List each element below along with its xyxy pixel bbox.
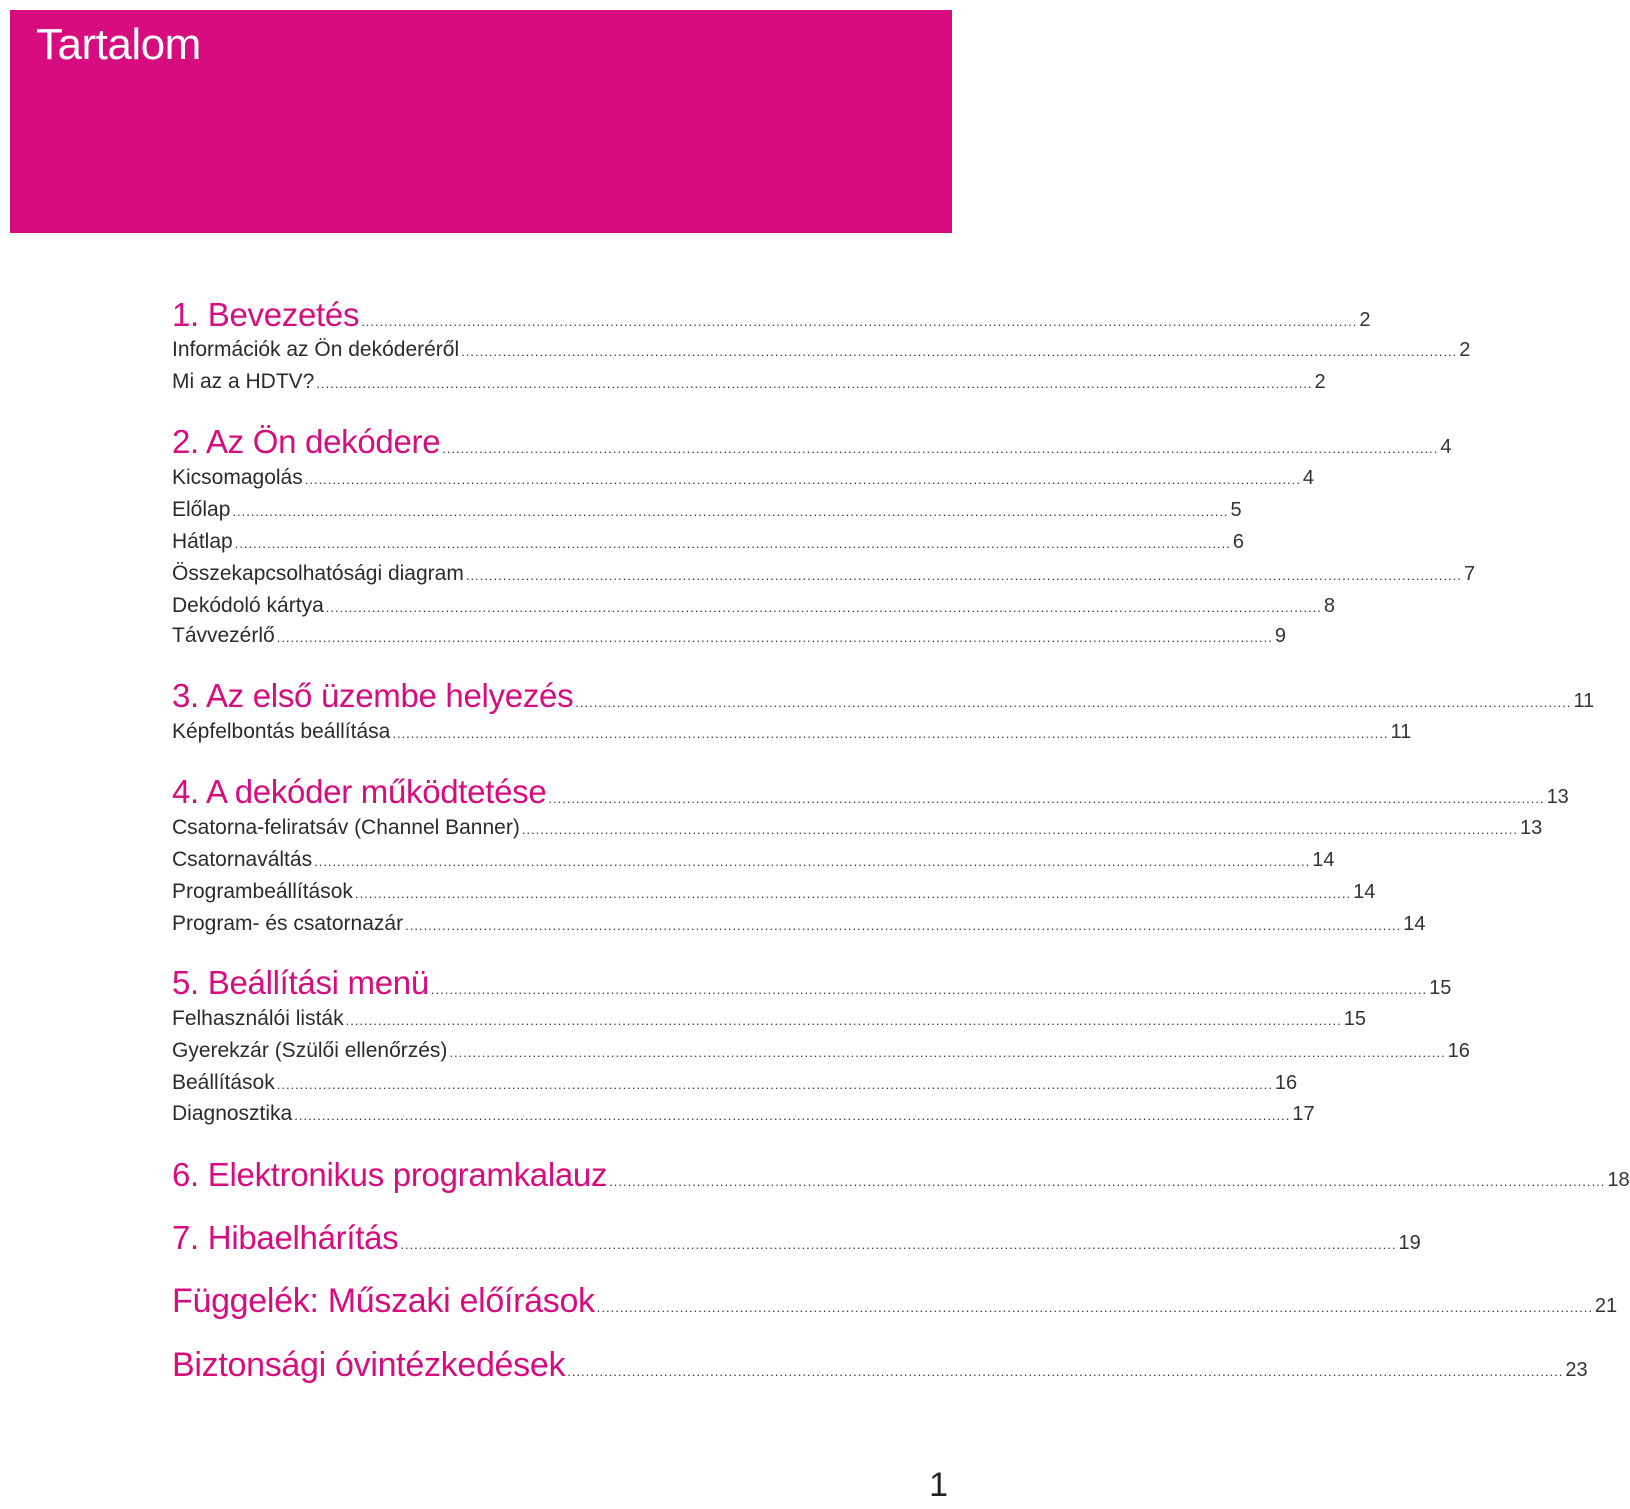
toc-leader: ........................................................................................................................................................................................................................ <box>596 1300 1593 1315</box>
toc-page: 16 <box>1274 1072 1298 1094</box>
toc-section-csatornazar[interactable] <box>172 912 1426 936</box>
toc-section-felhasznaloi-listak[interactable] <box>172 1007 1366 1031</box>
toc-leader: ........................................................................................................................................................................................................................ <box>345 1013 1342 1028</box>
toc-appendix[interactable] <box>172 1282 1618 1321</box>
toc-label: Előlap <box>172 498 231 521</box>
toc-chapter-4[interactable] <box>172 773 1569 811</box>
toc-section-kicsomagolas[interactable] <box>172 466 1315 490</box>
toc-page: 14 <box>1312 849 1335 871</box>
toc-page: 11 <box>1390 721 1412 743</box>
toc-page: 5 <box>1230 499 1242 521</box>
toc-leader: ........................................................................................................................................................................................................................ <box>567 1364 1564 1379</box>
toc-label: Csatornaváltás <box>172 848 313 871</box>
toc-label: Programbeállítások <box>172 880 353 903</box>
toc-page: 14 <box>1403 913 1426 935</box>
toc-label: Dekódoló kártya <box>172 594 324 617</box>
toc-page: 4 <box>1440 436 1452 458</box>
toc-safety[interactable] <box>172 1346 1588 1385</box>
toc-leader: ........................................................................................................................................................................................................................ <box>232 504 1229 519</box>
toc-leader: ........................................................................................................................................................................................................................ <box>465 568 1462 583</box>
toc-section-programbeallitasok[interactable] <box>172 880 1376 904</box>
toc-label: Hátlap <box>172 530 233 553</box>
toc-leader: ........................................................................................................................................................................................................................ <box>461 344 1458 359</box>
toc-label: 6. Elektronikus programkalauz <box>172 1156 608 1193</box>
toc-label: Kicsomagolás <box>172 466 303 489</box>
toc-leader: ........................................................................................................................................................................................................................ <box>521 822 1518 837</box>
toc-leader: ........................................................................................................................................................................................................................ <box>442 441 1439 456</box>
toc-page: 19 <box>1398 1232 1421 1254</box>
toc-section-csatornavaltas[interactable] <box>172 848 1335 872</box>
toc-page: 14 <box>1353 881 1376 903</box>
toc-section-hatlap[interactable] <box>172 530 1244 554</box>
toc-leader: ........................................................................................................................................................................................................................ <box>294 1108 1291 1123</box>
toc-label: Távvezérlő <box>172 624 275 647</box>
page-number: 1 <box>929 1466 948 1504</box>
toc-leader: ........................................................................................................................................................................................................................ <box>354 886 1352 901</box>
toc-leader: ........................................................................................................................................................................................................................ <box>405 918 1402 933</box>
toc-section-hdtv[interactable] <box>172 370 1326 394</box>
toc-chapter-2[interactable] <box>172 423 1452 461</box>
toc-page: 7 <box>1463 563 1476 585</box>
toc-label: Információk az Ön dekóderéről <box>172 338 460 361</box>
toc-label: Csatorna-feliratsáv (Channel Banner) <box>172 816 520 839</box>
toc-page: 2 <box>1459 339 1471 361</box>
toc-label: Mi az a HDTV? <box>172 370 315 393</box>
toc-page: 11 <box>1573 690 1595 712</box>
toc-section-informaciok[interactable] <box>172 338 1471 362</box>
toc-leader: ........................................................................................................................................................................................................................ <box>304 472 1301 487</box>
toc-chapter-3[interactable] <box>172 677 1595 715</box>
toc-section-gyerekzar[interactable] <box>172 1039 1470 1063</box>
toc-leader: ........................................................................................................................................................................................................................ <box>392 726 1389 741</box>
toc-leader: ........................................................................................................................................................................................................................ <box>361 314 1358 329</box>
toc-label: 1. Bevezetés <box>172 296 360 333</box>
toc-section-tavvezerlo[interactable] <box>172 624 1286 648</box>
toc-leader: ........................................................................................................................................................................................................................ <box>276 630 1273 645</box>
toc-leader: ........................................................................................................................................................................................................................ <box>449 1045 1446 1060</box>
toc-section-kartya[interactable] <box>172 594 1336 618</box>
toc-page: 17 <box>1292 1103 1315 1125</box>
toc-page: 15 <box>1343 1008 1366 1030</box>
toc-label: 2. Az Ön dekódere <box>172 423 441 460</box>
toc-leader: ........................................................................................................................................................................................................................ <box>430 982 1428 997</box>
toc-section-channel-banner[interactable] <box>172 816 1543 840</box>
toc-page: 18 <box>1607 1169 1630 1191</box>
toc-label: Függelék: Műszaki előírások <box>172 1282 595 1320</box>
toc-chapter-6[interactable] <box>172 1156 1630 1194</box>
toc-label: Diagnosztika <box>172 1102 293 1125</box>
toc-page: 16 <box>1447 1040 1470 1062</box>
toc-section-elolap[interactable] <box>172 498 1242 522</box>
toc-page: 2 <box>1314 371 1326 393</box>
toc-leader: ........................................................................................................................................................................................................................ <box>575 695 1572 710</box>
toc-leader: ........................................................................................................................................................................................................................ <box>400 1237 1397 1252</box>
toc-section-beallitasok[interactable] <box>172 1071 1298 1095</box>
toc-page: 13 <box>1546 786 1569 808</box>
toc-label: Képfelbontás beállítása <box>172 720 391 743</box>
toc-leader: ........................................................................................................................................................................................................................ <box>325 600 1322 615</box>
toc-label: 4. A dekóder működtetése <box>172 773 547 810</box>
toc-leader: ........................................................................................................................................................................................................................ <box>276 1077 1273 1092</box>
toc-leader: ........................................................................................................................................................................................................................ <box>548 791 1545 806</box>
page-title: Tartalom <box>36 20 201 69</box>
toc-page: 4 <box>1302 467 1315 489</box>
toc-leader: ........................................................................................................................................................................................................................ <box>316 376 1313 391</box>
toc-label: 5. Beállítási menü <box>172 964 429 1001</box>
toc-page: 6 <box>1232 531 1244 553</box>
toc-label: Felhasználói listák <box>172 1007 344 1030</box>
toc-label: Program- és csatornazár <box>172 912 404 935</box>
toc-page: 8 <box>1323 595 1336 617</box>
toc-label: Összekapcsolhatósági diagram <box>172 562 464 585</box>
toc-section-kepfelbontas[interactable] <box>172 720 1412 744</box>
toc-label: 3. Az első üzembe helyezés <box>172 677 574 714</box>
toc-leader: ........................................................................................................................................................................................................................ <box>234 536 1231 551</box>
toc-page: 2 <box>1359 309 1371 331</box>
toc-section-diagram[interactable] <box>172 562 1476 586</box>
toc-chapter-5[interactable] <box>172 964 1452 1002</box>
table-of-contents <box>172 0 1630 1509</box>
toc-label: 7. Hibaelhárítás <box>172 1219 399 1256</box>
toc-page: 13 <box>1520 817 1543 839</box>
toc-leader: ........................................................................................................................................................................................................................ <box>609 1174 1606 1189</box>
toc-page: 9 <box>1274 625 1286 647</box>
toc-page: 15 <box>1429 977 1452 999</box>
toc-section-diagnosztika[interactable] <box>172 1102 1315 1126</box>
toc-page: 21 <box>1594 1295 1618 1317</box>
toc-page: 23 <box>1565 1359 1588 1381</box>
toc-label: Biztonsági óvintézkedések <box>172 1346 566 1384</box>
toc-chapter-7[interactable] <box>172 1219 1421 1257</box>
toc-label: Gyerekzár (Szülői ellenőrzés) <box>172 1039 448 1062</box>
toc-leader: ........................................................................................................................................................................................................................ <box>314 854 1311 869</box>
toc-label: Beállítások <box>172 1071 275 1094</box>
toc-chapter-1[interactable] <box>172 296 1371 334</box>
